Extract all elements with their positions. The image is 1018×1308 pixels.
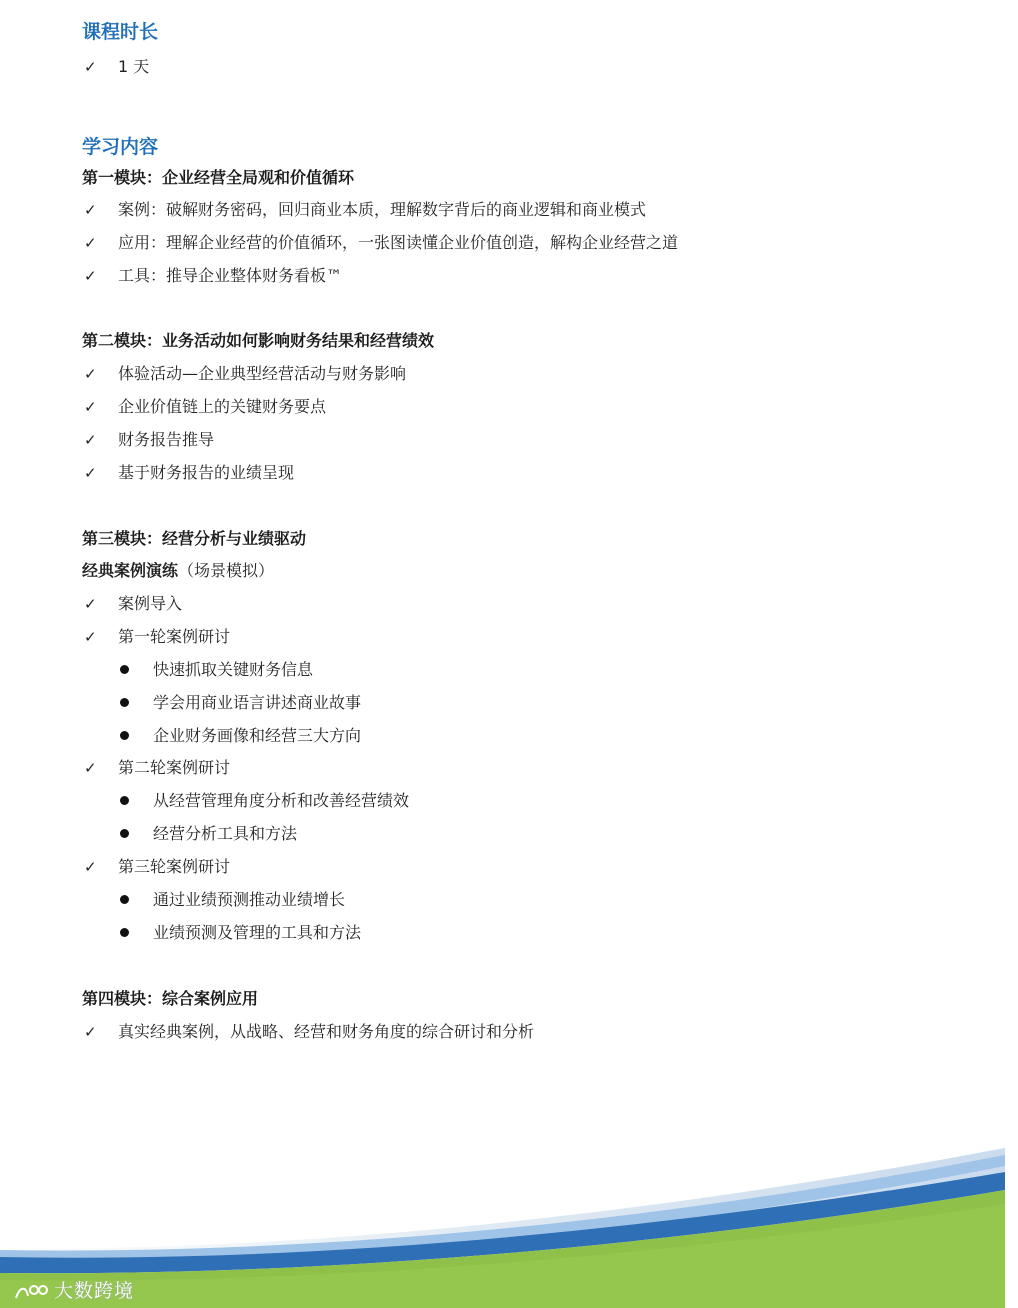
module-3-item: 第一轮案例研讨 <box>118 627 231 646</box>
module-3-subitem: 从经营管理角度分析和改善经营绩效 <box>153 791 410 810</box>
bullet-icon <box>120 731 129 740</box>
check-icon: ✓ <box>84 431 97 449</box>
watermark <box>14 1276 134 1303</box>
bullet-icon <box>120 895 129 904</box>
watermark-text: 大数跨境 <box>54 1280 135 1302</box>
module-2-item: 企业价值链上的关键财务要点 <box>118 397 327 416</box>
module-3-subtitle-bold: 经典案例演练 <box>82 561 179 580</box>
module-3-subitem: 企业财务画像和经营三大方向 <box>153 726 362 745</box>
module-3-subtitle-note: （场景模拟） <box>178 561 275 580</box>
module-2-item: 财务报告推导 <box>118 430 215 449</box>
content-heading: 学习内容 <box>82 136 159 158</box>
check-icon: ✓ <box>84 595 97 613</box>
brand-logo-icon <box>14 1282 50 1302</box>
check-icon: ✓ <box>84 858 97 876</box>
module-3-subitem: 通过业绩预测推动业绩增长 <box>153 890 346 909</box>
module-3-subitem: 经营分析工具和方法 <box>153 824 298 843</box>
bullet-icon <box>120 928 129 937</box>
module-2-title: 第二模块：业务活动如何影响财务结果和经营绩效 <box>82 331 435 350</box>
module-3-subitem: 学会用商业语言讲述商业故事 <box>153 693 362 712</box>
duration-value: 1 天 <box>118 57 150 76</box>
check-icon: ✓ <box>84 628 97 646</box>
module-1-item: 工具：推导企业整体财务看板™ <box>118 266 343 285</box>
check-icon: ✓ <box>84 234 97 252</box>
module-1-item: 案例：破解财务密码，回归商业本质，理解数字背后的商业逻辑和商业模式 <box>118 200 647 219</box>
duration-heading: 课程时长 <box>82 21 159 43</box>
check-icon: ✓ <box>84 365 97 383</box>
module-3-item: 第二轮案例研讨 <box>118 758 231 777</box>
module-1-title: 第一模块：企业经营全局观和价值循环 <box>82 168 355 187</box>
module-3-subtitle <box>82 560 274 582</box>
module-3-item: 案例导入 <box>118 594 183 613</box>
check-icon: ✓ <box>84 1023 97 1041</box>
module-1-item: 应用：理解企业经营的价值循环，一张图读懂企业价值创造，解构企业经营之道 <box>118 233 679 252</box>
footer-wave-decoration <box>0 1130 1018 1308</box>
check-icon: ✓ <box>84 398 97 416</box>
bullet-icon <box>120 665 129 674</box>
bullet-icon <box>120 796 129 805</box>
check-icon: ✓ <box>84 201 97 219</box>
check-icon: ✓ <box>84 759 97 777</box>
module-4-title: 第四模块：综合案例应用 <box>82 989 259 1008</box>
module-3-item: 第三轮案例研讨 <box>118 857 231 876</box>
module-2-item: 基于财务报告的业绩呈现 <box>118 463 295 482</box>
check-icon: ✓ <box>84 464 97 482</box>
module-3-title: 第三模块：经营分析与业绩驱动 <box>82 529 307 548</box>
check-icon: ✓ <box>84 58 97 76</box>
bullet-icon <box>120 829 129 838</box>
check-icon: ✓ <box>84 267 97 285</box>
module-3-subitem: 业绩预测及管理的工具和方法 <box>153 923 362 942</box>
bullet-icon <box>120 698 129 707</box>
module-4-item: 真实经典案例，从战略、经营和财务角度的综合研讨和分析 <box>118 1022 535 1041</box>
module-3-subitem: 快速抓取关键财务信息 <box>153 660 314 679</box>
module-2-item: 体验活动—企业典型经营活动与财务影响 <box>118 364 407 383</box>
